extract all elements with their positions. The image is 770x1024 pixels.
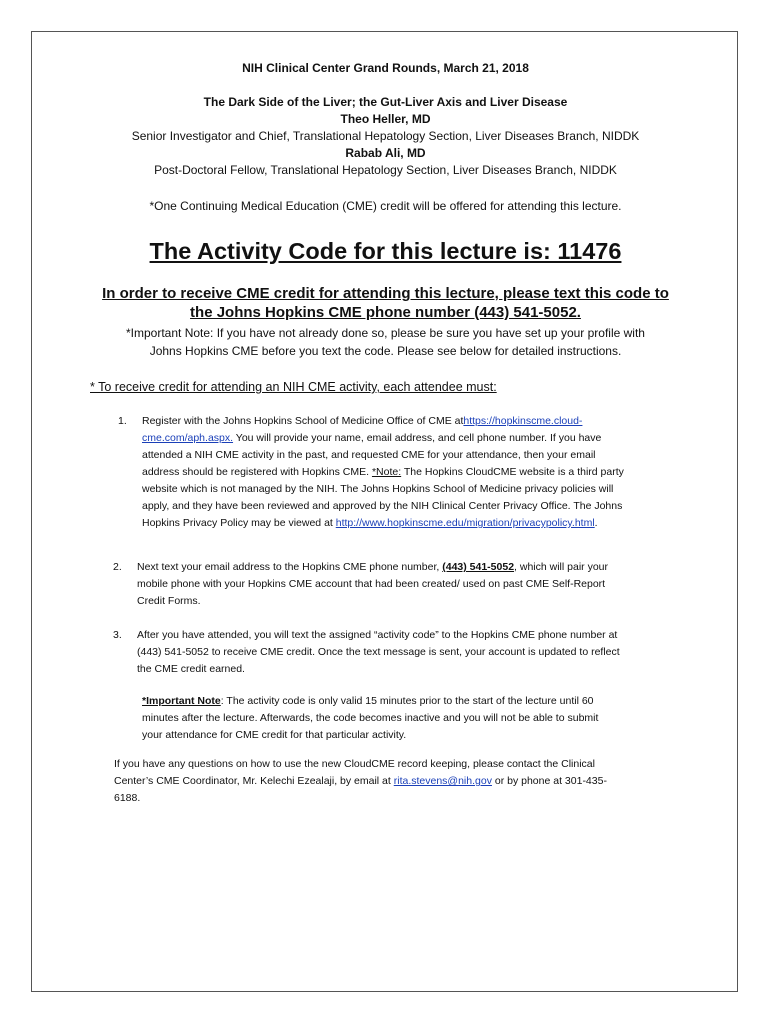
- step-3-number: 3.: [113, 629, 122, 641]
- step-1-text-c: attended a NIH CME activity in the past, and requested CME for your attendance, then your email: [142, 449, 596, 461]
- important-note-text-b: minutes after the lecture. Afterwards, the code becomes inactive and you will not be able to submit: [142, 712, 599, 724]
- step-1-text-b: You will provide your name, email address, and cell phone number. If you have: [233, 432, 602, 444]
- instruction-line-1: In order to receive CME credit for attending this lecture, please text this code to: [102, 285, 669, 302]
- hopkins-cme-link-cont[interactable]: cme.com/aph.aspx.: [142, 432, 234, 444]
- step-2-text-c: mobile phone with your Hopkins CME account that had been created/ used on past CME Self-Report: [137, 578, 606, 590]
- activity-code-note: [142, 693, 722, 744]
- contact-text-d: 6188.: [114, 792, 141, 804]
- step-2: [137, 559, 722, 610]
- requirements-heading: * To receive credit for attending an NIH CME activity, each attendee must:: [90, 380, 497, 394]
- activity-code-line: The Activity Code for this lecture is: 11476: [149, 238, 622, 264]
- step-2-number: 2.: [113, 561, 122, 573]
- speaker1-role: Senior Investigator and Chief, Translational Hepatology Section, Liver Diseases Branch, NIDDK: [131, 129, 640, 143]
- important-note-text-c: your attendance for CME credit for that particular activity.: [142, 729, 407, 741]
- step-1-text-e: The Hopkins CloudCME website is a third party: [401, 466, 624, 478]
- document-page: [31, 31, 738, 992]
- contact-text-a: If you have any questions on how to use the new CloudCME record keeping, please contact the Clinical: [114, 758, 595, 770]
- lecture-title: The Dark Side of the Liver; the Gut-Liver Axis and Liver Disease: [203, 95, 568, 109]
- step-2-text-b: , which will pair your: [514, 561, 608, 573]
- contact-text-b: Center’s CME Coordinator, Mr. Kelechi Ezealaji, by email at: [114, 775, 394, 787]
- coordinator-email-link[interactable]: rita.stevens@nih.gov: [393, 775, 492, 787]
- speaker1-name: Theo Heller, MD: [340, 112, 431, 126]
- contact-text-c: or by phone at 301-435-: [491, 775, 607, 787]
- step-1-text-g: apply, and they have been reviewed and approved by the NIH Clinical Center Privacy Office. The Johns: [142, 500, 623, 512]
- speaker2-name: Rabab Ali, MD: [345, 146, 426, 160]
- step-1-number: 1.: [118, 415, 127, 427]
- instruction-line-2: the Johns Hopkins CME phone number (443) 541-5052.: [190, 304, 581, 321]
- step-2-text: Next text your email address to the Hopkins CME phone number,: [137, 561, 443, 573]
- step-3-text-b: (443) 541-5052 to receive CME credit. Once the text message is sent, your account is updated to reflect: [137, 646, 620, 658]
- contact-paragraph: [114, 756, 714, 807]
- note-label: *Note:: [371, 466, 402, 478]
- step-1-text-i: .: [594, 517, 598, 529]
- step-1-text-f: website which is not managed by the NIH. The Johns Hopkins School of Medicine privacy policies will: [142, 483, 614, 495]
- important-note-label: *Important Note: [142, 695, 221, 707]
- hopkins-cme-link[interactable]: https://hopkinscme.cloud-: [463, 415, 583, 427]
- cme-credit-note: *One Continuing Medical Education (CME) credit will be offered for attending this lecture.: [149, 199, 622, 213]
- phone-number: (443) 541-5052: [442, 561, 515, 573]
- step-2-text-d: Credit Forms.: [137, 595, 201, 607]
- important-note-colon: :: [220, 695, 224, 707]
- step-1-text-h: Hopkins Privacy Policy may be viewed at: [142, 517, 336, 529]
- step-1-text-d: address should be registered with Hopkins CME.: [142, 466, 372, 478]
- important-note-text-a: The activity code is only valid 15 minutes prior to the start of the lecture until 60: [223, 695, 594, 707]
- important-note-line-2: Johns Hopkins CME before you text the code. Please see below for detailed instructions.: [149, 344, 622, 358]
- step-3-text-a: After you have attended, you will text the assigned “activity code” to the Hopkins CME phone number at: [137, 629, 618, 641]
- step-1-text: Register with the Johns Hopkins School of Medicine Office of CME at: [142, 415, 464, 427]
- step-1: [142, 413, 722, 532]
- step-3: [137, 627, 727, 678]
- privacy-policy-link[interactable]: http://www.hopkinscme.edu/migration/privacypolicy.html: [335, 517, 595, 529]
- important-note-line-1: *Important Note: If you have not already done so, please be sure you have set up your profile with: [126, 326, 645, 340]
- event-heading: NIH Clinical Center Grand Rounds, March 21, 2018: [242, 61, 529, 75]
- speaker2-role: Post-Doctoral Fellow, Translational Hepatology Section, Liver Diseases Branch, NIDDK: [154, 163, 617, 177]
- step-3-text-c: the CME credit earned.: [137, 663, 245, 675]
